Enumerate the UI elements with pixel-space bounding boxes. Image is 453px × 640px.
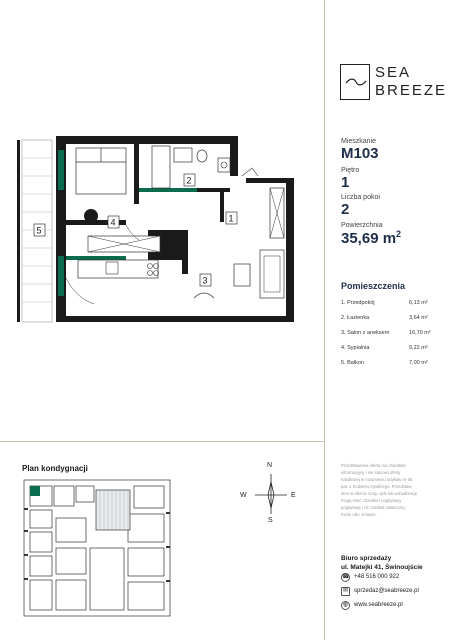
coffee-table xyxy=(234,264,250,286)
room-label-5: 5 xyxy=(36,225,42,236)
unit-highlight xyxy=(30,486,40,496)
sink xyxy=(174,148,192,162)
globe-icon: ◍ xyxy=(342,602,349,608)
web-link[interactable]: www.seabreeze.pl xyxy=(354,602,403,608)
compass-east: E xyxy=(291,492,296,499)
compass-south: S xyxy=(268,517,273,524)
compass xyxy=(236,462,300,528)
vertical-divider xyxy=(324,0,325,640)
compass-rose-icon xyxy=(253,472,289,516)
phone-number[interactable]: +48 516 000 922 xyxy=(354,574,400,580)
sales-office xyxy=(341,554,423,572)
compass-north: N xyxy=(267,462,273,469)
area-unit-sup: 2 xyxy=(396,229,402,239)
brand-logo xyxy=(340,64,448,102)
logo-box xyxy=(340,64,370,100)
rooms-count-label: Liczba pokoi xyxy=(341,194,380,201)
rooms-count-value: 2 xyxy=(341,201,350,218)
room-label-3: 3 xyxy=(202,275,208,286)
sofa xyxy=(260,250,284,298)
room-label-2: 2 xyxy=(186,175,192,186)
horizontal-divider xyxy=(0,441,324,442)
apartment-floor-plan xyxy=(14,128,304,326)
area-number: 35,69 m xyxy=(341,230,397,247)
area-value xyxy=(341,229,401,247)
compass-west: W xyxy=(240,492,247,499)
unit-label: Mieszkanie xyxy=(341,138,377,145)
rooms-section-title: Pomieszczenia xyxy=(341,281,406,291)
phone-icon: ☎ xyxy=(342,574,350,580)
room-label-4: 4 xyxy=(110,217,116,228)
toilet xyxy=(197,150,207,162)
brand-line1: SEA xyxy=(375,64,412,81)
unit-value: M103 xyxy=(341,145,379,162)
plant xyxy=(84,209,98,223)
room-label-1: 1 xyxy=(228,213,234,224)
bathtub xyxy=(152,146,170,188)
sales-address: ul. Matejki 41, Świnoujście xyxy=(341,564,423,571)
floor-value: 1 xyxy=(341,174,350,191)
disclaimer-text: Przedstawiona oferta ma charakter informacyjny i nie stanowi oferty handlowej w rozumieniu artykułu nr 66 par. 1 Kodeksu Cywilnego. Przedstaw- ione w ofercie rzuty, opis lub wizualizacje mogą mieć charakter poglądowy poglądowy i ich rozkład ostateczny może ulec zmianie. xyxy=(341,463,418,517)
key-plan xyxy=(22,478,172,618)
bed xyxy=(76,148,126,194)
wave-icon xyxy=(345,77,367,87)
entry-door xyxy=(242,168,258,176)
sales-title: Biuro sprzedaży xyxy=(341,555,392,562)
brand-line2: BREEZE xyxy=(375,82,448,99)
floor-plan-title: Plan kondygnacji xyxy=(22,464,88,473)
area-label: Powierzchnia xyxy=(341,222,383,229)
washer xyxy=(218,158,230,172)
mail-icon: ✉ xyxy=(342,588,349,594)
floor-label: Piętro xyxy=(341,167,360,174)
email-link[interactable]: sprzedaz@seabreeze.pl xyxy=(354,588,419,594)
